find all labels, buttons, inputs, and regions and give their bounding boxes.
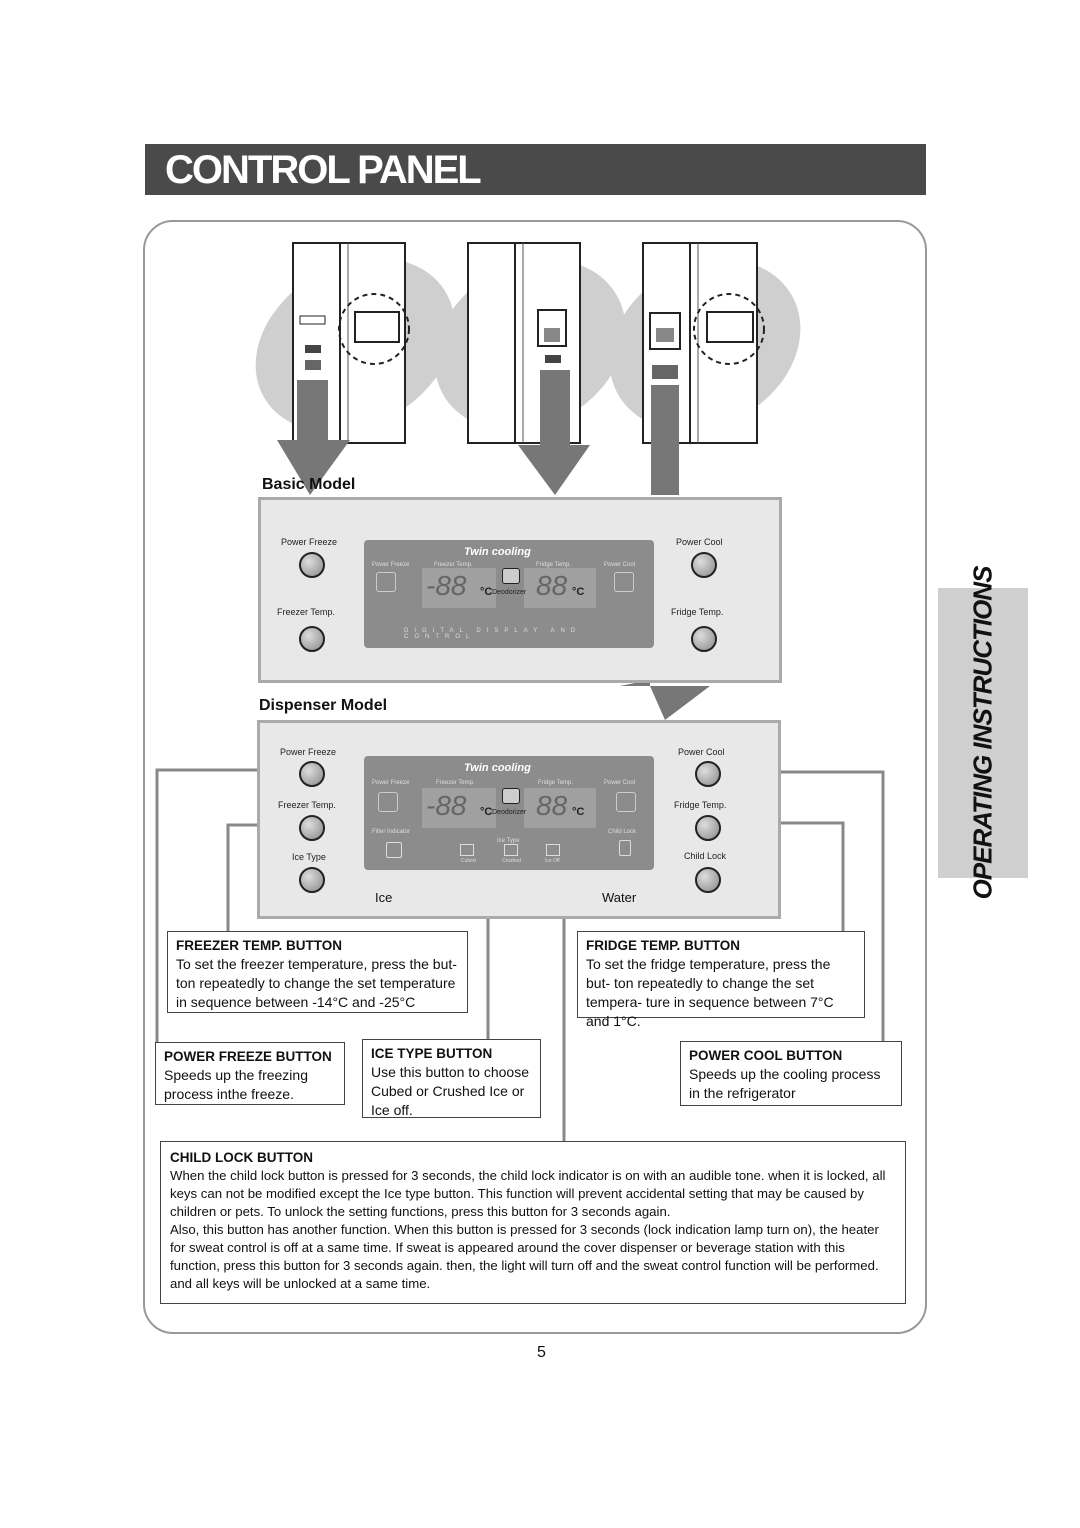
- power-freeze-label: Power Freeze: [281, 537, 338, 547]
- fridge-temp-text: To set the fridge temperature, press the but- ton repeatedly to change the set tempera- ture in sequence between 7°C and 1°C.: [586, 956, 834, 1029]
- power-freeze-label: Power Freeze: [280, 747, 337, 757]
- power-cool-heading: POWER COOL BUTTON: [689, 1048, 843, 1063]
- cubed-ice-icon: [460, 844, 474, 856]
- ice-label: Ice: [375, 890, 393, 905]
- fridge-illustration-3: [578, 226, 831, 495]
- snowflake-icon: [378, 792, 398, 812]
- ice-type-text: Use this button to choose Cubed or Crushed Ice or Ice off.: [371, 1064, 529, 1118]
- freezer-temp-heading: FREEZER TEMP. BUTTON: [176, 938, 343, 953]
- freezer-temp-button[interactable]: [299, 815, 325, 841]
- basic-lcd-display: [364, 540, 654, 648]
- fridge-temp-label: Fridge Temp.: [674, 800, 727, 810]
- ice-type-heading: ICE TYPE BUTTON: [371, 1046, 493, 1061]
- page-title: CONTROL PANEL: [165, 148, 480, 192]
- freezer-temp-button[interactable]: [299, 626, 325, 652]
- lcd-fridge-temp: Fridge Temp.: [536, 562, 571, 568]
- lcd-ice-type: Ice Type: [497, 838, 520, 844]
- crushed-ice-icon: [504, 844, 518, 856]
- lcd-fridge-unit: °C: [572, 806, 585, 818]
- dispenser-lcd-display: [364, 756, 654, 870]
- freezer-temp-label: Freezer Temp.: [278, 800, 336, 810]
- freezer-temp-description: [167, 931, 468, 1013]
- basic-model-label: Basic Model: [262, 476, 356, 493]
- lcd-freezer-unit: °C: [480, 806, 493, 818]
- power-freeze-description: [155, 1042, 345, 1105]
- power-cool-label: Power Cool: [676, 537, 723, 547]
- lcd-fridge-digits: 88: [536, 790, 568, 821]
- ice-type-label: Ice Type: [292, 852, 326, 862]
- lock-icon: [619, 840, 631, 856]
- ice-type-button[interactable]: [299, 867, 325, 893]
- power-cool-button[interactable]: [695, 761, 721, 787]
- lcd-power-freeze: Power Freeze: [372, 780, 410, 786]
- power-freeze-button[interactable]: [299, 761, 325, 787]
- fridge-temp-heading: FRIDGE TEMP. BUTTON: [586, 938, 741, 953]
- lcd-freezer-digits: -88: [426, 790, 467, 821]
- lcd-child-lock: Child Lock: [608, 829, 637, 835]
- child-lock-text-1: When the child lock button is pressed for 3 seconds, the child lock indicator is on with an audible tone. when it is locked, all keys can not be modified except the Ice type button. This function will prevent accidental setting that may be caused by children or pets. To unlock the setting functions, press this button for 3 seconds again.: [170, 1168, 886, 1219]
- ice-off-icon: [546, 844, 560, 856]
- lcd-freezer-temp: Freezer Temp.: [434, 562, 473, 568]
- lcd-crushed: Crushed: [502, 858, 521, 864]
- snowflake-icon: [376, 572, 396, 592]
- water-label: Water: [602, 890, 637, 905]
- lcd-power-cool: Power Cool: [604, 780, 636, 786]
- dispenser-control-panel: [257, 720, 781, 919]
- child-lock-description: [160, 1141, 906, 1304]
- freezer-temp-label: Freezer Temp.: [277, 607, 335, 617]
- child-lock-button[interactable]: [695, 867, 721, 893]
- basic-control-panel: [258, 497, 782, 683]
- lcd-fridge-digits: 88: [536, 570, 568, 601]
- power-freeze-heading: POWER FREEZE BUTTON: [164, 1049, 332, 1064]
- deodorizer-icon: [502, 788, 520, 804]
- page-number: 5: [537, 1344, 546, 1361]
- lcd-power-cool: Power Cool: [604, 562, 636, 568]
- lcd-deodorizer: Deodorizer: [492, 809, 527, 816]
- child-lock-text-2: Also, this button has another function. When this button is pressed for 3 seconds (lock indication lamp turn on), the heater for sweat control is off at a same time. If sweat is appeared around the cover dispenser or beverage station with this function, press this button for 3 seconds again. then, the light will turn off and the sweat control function will be performed. and all keys will be unlocked at a same time.: [170, 1222, 879, 1291]
- lcd-filter-indicator: Filter Indicator: [372, 829, 411, 835]
- power-freeze-button[interactable]: [299, 552, 325, 578]
- lcd-title: Twin cooling: [464, 762, 531, 774]
- deodorizer-icon: [502, 568, 520, 584]
- child-lock-heading: CHILD LOCK BUTTON: [170, 1150, 313, 1165]
- power-cool-description: [680, 1041, 902, 1106]
- lcd-power-freeze: Power Freeze: [372, 562, 410, 568]
- lcd-ice-off: Ice Off: [545, 858, 560, 864]
- lcd-deodorizer: Deodorizer: [492, 589, 527, 596]
- freezer-temp-text: To set the freezer temperature, press the but- ton repeatedly to change the set temperature in sequence between -14°C and -25°C: [176, 956, 457, 1010]
- drop-icon: [614, 572, 634, 592]
- lcd-cubed: Cubed: [461, 858, 476, 864]
- lcd-freezer-temp: Freezer Temp.: [436, 780, 475, 786]
- lcd-freezer-digits: -88: [426, 570, 467, 601]
- filter-icon: [386, 842, 402, 858]
- fridge-temp-description: [577, 931, 865, 1029]
- lcd-title: Twin cooling: [464, 546, 531, 558]
- child-lock-label: Child Lock: [684, 851, 727, 861]
- fridge-temp-label: Fridge Temp.: [671, 607, 724, 617]
- drop-icon: [616, 792, 636, 812]
- fridge-temp-button[interactable]: [691, 626, 717, 652]
- side-tab-label: OPERATING INSTRUCTIONS: [967, 566, 998, 900]
- power-freeze-text: Speeds up the freezing process inthe freeze.: [164, 1067, 308, 1102]
- dispenser-model-label: Dispenser Model: [259, 697, 388, 714]
- power-cool-button[interactable]: [691, 552, 717, 578]
- lcd-freezer-unit: °C: [480, 586, 493, 598]
- ice-type-description: [362, 1039, 541, 1118]
- lcd-fridge-temp: Fridge Temp.: [538, 780, 573, 786]
- lcd-fridge-unit: °C: [572, 586, 585, 598]
- power-cool-label: Power Cool: [678, 747, 725, 757]
- fridge-temp-button[interactable]: [695, 815, 721, 841]
- arrow-down: [620, 680, 710, 720]
- lcd-footer: DIGITAL DISPLAY AND CONTROL: [404, 628, 582, 640]
- power-cool-text: Speeds up the cooling process in the refrigerator: [689, 1066, 881, 1101]
